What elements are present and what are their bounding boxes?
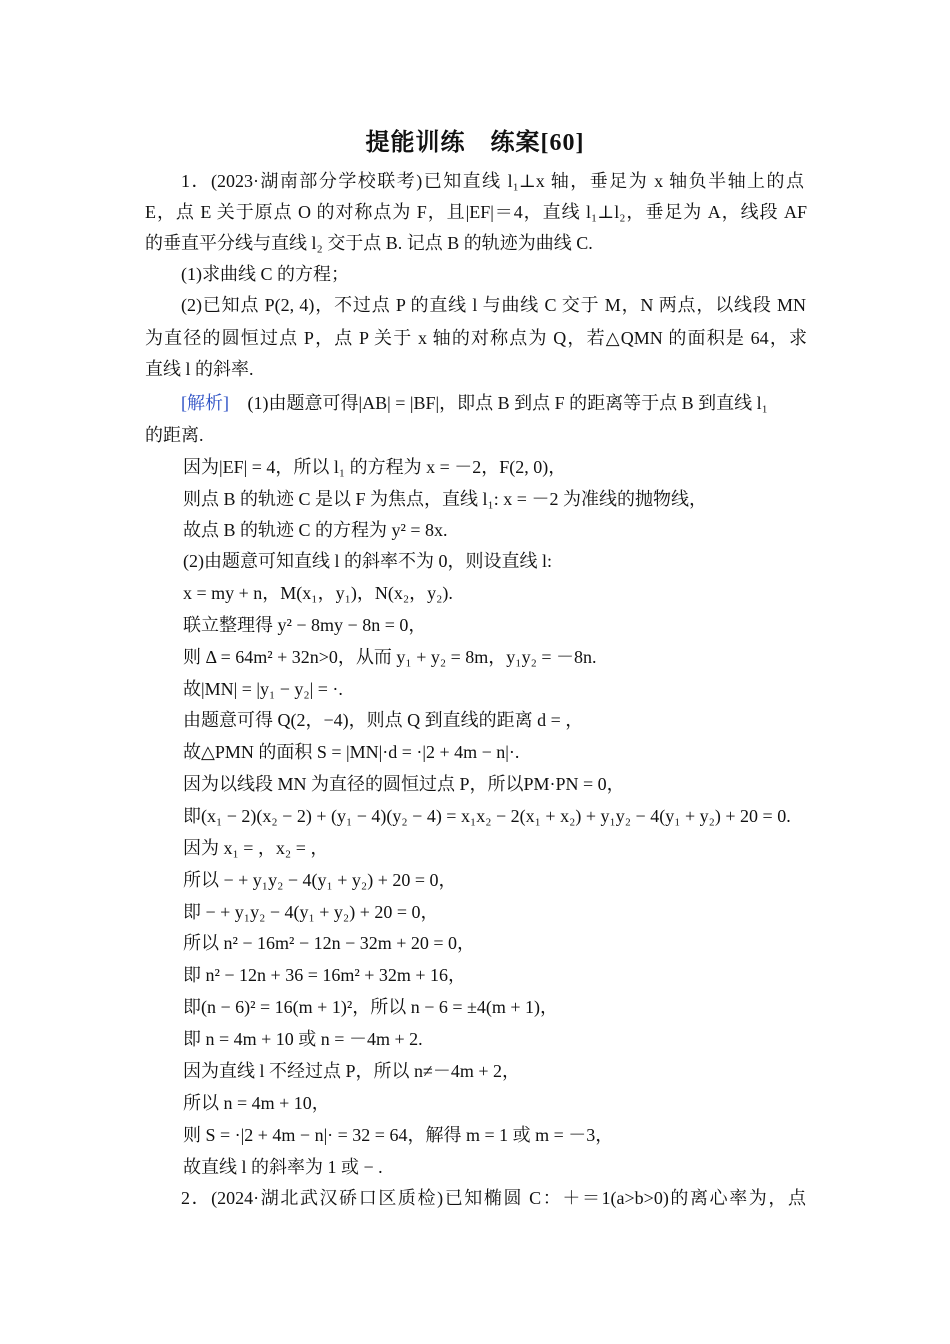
- solution-line: 故|MN| = |y₁ − y₂| = ·.: [183, 679, 343, 699]
- solution-line: 则点 B 的轨迹 C 是以 F 为焦点，直线 l₁: x = －2 为准线的抛物线，: [183, 489, 707, 509]
- q1-part-2-line-3: 直线 l 的斜率.: [145, 359, 254, 379]
- q1-part-1: (1)求曲线 C 的方程；: [181, 264, 349, 284]
- solution-line: 即(n − 6)² = 16(m + 1)²，所以 n − 6 = ±4(m + 1)，: [183, 997, 559, 1017]
- solution-line: 由题意可得 Q(2，−4)，则点 Q 到直线的距离 d = ，: [183, 710, 584, 730]
- q1-part-2-line-2: 为直径的圆恒过点 P，点 P 关于 x 轴的对称点为 Q，若△QMN 的面积是 64，求: [145, 328, 807, 348]
- solution-line: 因为以线段 MN 为直径的圆恒过点 P，所以PM·PN = 0，: [183, 774, 625, 794]
- solution-line: 因为直线 l 不经过点 P，所以 n≠－4m + 2，: [183, 1061, 521, 1081]
- q2-line-1: 2．(2024·湖北武汉硚口区质检)已知椭圆 C：＋＝1(a>b>0)的离心率为，点: [181, 1188, 806, 1208]
- solution-line: 即(x₁ − 2)(x₂ − 2) + (y₁ − 4)(y₂ − 4) = x₁x₂ − 2(x₁ + x₂) + y₁y₂ − 4(y₁ + y₂) + 20 = 0.: [183, 806, 791, 826]
- q1-line-1: 1．(2023·湖南部分学校联考)已知直线 l₁⊥x 轴，垂足为 x 轴负半轴上的点: [181, 171, 804, 191]
- solution-line: x = my + n，M(x₁，y₁)，N(x₂，y₂).: [183, 583, 453, 603]
- solution-line: (2)由题意可知直线 l 的斜率不为 0，则设直线 l:: [183, 551, 552, 571]
- solution-line: 所以 − + y₁y₂ − 4(y₁ + y₂) + 20 = 0，: [183, 870, 457, 890]
- page-title: 提能训练 练案[60]: [365, 130, 585, 156]
- solution-line: 即 n² − 12n + 36 = 16m² + 32m + 16，: [183, 965, 467, 985]
- solution-line: 所以 n = 4m + 10，: [183, 1093, 330, 1113]
- solution-line: 联立整理得 y² − 8my − 8n = 0，: [183, 615, 427, 635]
- solution-line: 则 Δ = 64m² + 32n>0，从而 y₁ + y₂ = 8m，y₁y₂ = －8n.: [183, 647, 597, 667]
- solution-line: 故点 B 的轨迹 C 的方程为 y² = 8x.: [183, 520, 448, 540]
- solution-line: 所以 n² − 16m² − 12n − 32m + 20 = 0，: [183, 933, 476, 953]
- q1-part-2-line-1: (2)已知点 P(2, 4)，不过点 P 的直线 l 与曲线 C 交于 M，N 两点，以线段 MN: [181, 295, 806, 315]
- solution-line: 因为 x₁ = ，x₂ = ，: [183, 838, 329, 858]
- solution-line: 故△PMN 的面积 S = |MN|·d = ·|2 + 4m − n|·.: [183, 742, 520, 762]
- solution-line: 因为|EF| = 4，所以 l₁ 的方程为 x = －2，F(2, 0)，: [183, 457, 567, 477]
- q1-line-3: 的垂直平分线与直线 l₂ 交于点 B. 记点 B 的轨迹为曲线 C.: [145, 233, 593, 253]
- solution-first-line: [181, 390, 768, 416]
- solution-tag: [解析]: [181, 393, 229, 413]
- solution-line: 故直线 l 的斜率为 1 或 − .: [183, 1157, 383, 1177]
- solution-line: 即 n = 4m + 10 或 n = －4m + 2.: [183, 1029, 423, 1049]
- solution-line: 即 − + y₁y₂ − 4(y₁ + y₂) + 20 = 0，: [183, 902, 439, 922]
- solution-line: 则 S = ·|2 + 4m − n|· = 32 = 64，解得 m = 1 或 m = －3，: [183, 1125, 614, 1145]
- solution-first-line-text: (1)由题意可得|AB| = |BF|，即点 B 到点 F 的距离等于点 B 到直线 l₁: [247, 393, 768, 413]
- solution-line: 的距离.: [145, 425, 204, 445]
- q1-line-2: E，点 E 关于原点 O 的对称点为 F，且|EF|＝4，直线 l₁⊥l₂，垂足为 A，线段 AF: [145, 202, 807, 222]
